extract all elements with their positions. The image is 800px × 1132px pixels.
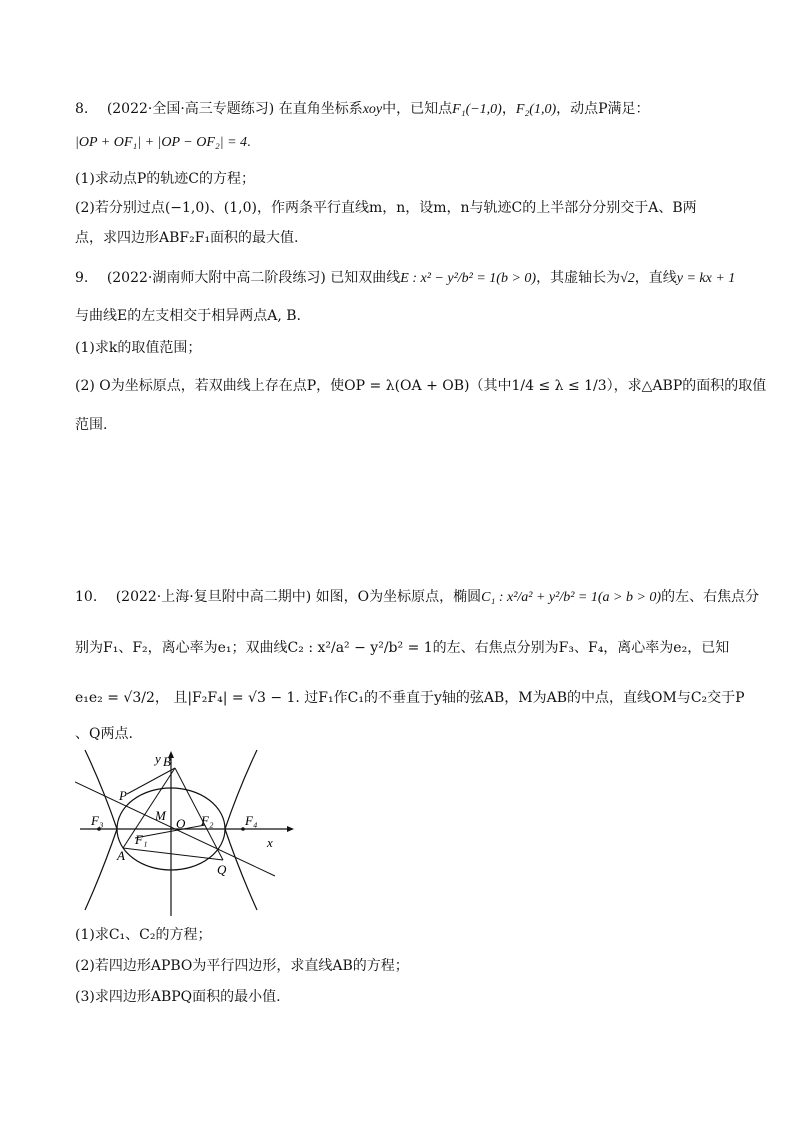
problem-number: 10. bbox=[75, 589, 98, 605]
problem-8-part-2: (2)若分别过点(−1,0)、(1,0)，作两条平行直线m，n，设m，n与轨迹C的上半部分分别交于A、B两 bbox=[75, 200, 697, 216]
problem-8-part-1: (1)求动点P的轨迹C的方程； bbox=[75, 171, 255, 187]
problem-10-line3: e₁e₂ = √3/2， 且|F₂F₄| = √3 − 1. 过F₁作C₁的不垂直于y轴的弦AB，M为AB的中点，直线OM与C₂交于P bbox=[75, 690, 745, 706]
problem-number: 9. bbox=[75, 270, 89, 286]
coord-system: xoy bbox=[362, 102, 383, 117]
ellipse-equation: C₁ : x²/a² + y²/b² = 1(a > b > 0) bbox=[481, 590, 662, 605]
point-f1: F₁(−1,0) bbox=[452, 102, 502, 117]
label-m: M bbox=[155, 808, 166, 823]
problem-10-part-1: (1)求C₁、C₂的方程； bbox=[75, 927, 212, 943]
problem-9-part-2: (2) O为坐标原点，若双曲线上存在点P，使OP = λ(OA + OB)（其中1/4 ≤ λ ≤ 1/3），求△ABP的面积的取值 bbox=[75, 378, 767, 394]
label-f2: F₂ bbox=[201, 813, 214, 828]
problem-10-stem bbox=[75, 587, 759, 608]
segment-aq bbox=[123, 848, 223, 860]
problem-source: (2022·湖南师大附中高二阶段练习) bbox=[106, 270, 326, 286]
segment-bq bbox=[175, 768, 223, 860]
stem-text: ，动点P满足： bbox=[556, 101, 650, 117]
label-f3: F₃ bbox=[91, 813, 104, 828]
problem-10-line4: 、Q两点. bbox=[75, 726, 133, 742]
problem-source: (2022·全国·高三专题练习) bbox=[106, 101, 275, 117]
problem-10-part-3: (3)求四边形ABPQ面积的最小值. bbox=[75, 989, 281, 1005]
label-x: x bbox=[267, 835, 273, 850]
label-a: A bbox=[117, 848, 125, 863]
problem-8-condition: |OP + OF₁| + |OP − OF₂| = 4. bbox=[75, 135, 251, 150]
point-f2: F₂(1,0) bbox=[515, 102, 557, 117]
problem-9-part-2-cont: 范围. bbox=[75, 417, 108, 433]
label-q: Q bbox=[217, 862, 227, 877]
segment-pb bbox=[127, 768, 175, 794]
problem-10-line2: 别为F₁、F₂，离心率为e₁；双曲线C₂ : x²/a² − y²/b² = 1的左、右焦点分别为F₃、F₄，离心率为e₂，已知 bbox=[75, 640, 730, 656]
label-p: P bbox=[119, 788, 127, 803]
problem-10-part-2: (2)若四边形APBO为平行四边形，求直线AB的方程； bbox=[75, 958, 409, 974]
line-equation: y = kx + 1 bbox=[676, 271, 736, 286]
stem-text: 在直角坐标系 bbox=[278, 101, 363, 117]
axis-length: √2 bbox=[620, 271, 635, 286]
x-axis-arrow bbox=[287, 826, 294, 832]
label-y: y bbox=[155, 751, 161, 766]
stem-text: ，其虚轴长为 bbox=[536, 270, 621, 286]
label-b: B bbox=[163, 754, 171, 769]
condition-formula: |OP + OF₁| + |OP − OF₂| = 4 bbox=[75, 135, 248, 150]
label-o: O bbox=[176, 816, 186, 831]
problem-source: (2022·上海·复旦附中高二期中) bbox=[115, 589, 312, 605]
problem-number: 8. bbox=[75, 101, 89, 117]
label-f1: F₁ bbox=[135, 832, 148, 847]
label-f4: F₄ bbox=[245, 813, 258, 828]
problem-8-stem: 8. (2022·全国·高三专题练习) 在直角坐标系xoy中，已知点F₁(−1,0)，F₂(1,0)，动点P满足： bbox=[75, 101, 650, 117]
hyperbola-equation: E : x² − y²/b² = 1(b > 0) bbox=[400, 271, 537, 286]
stem-text: ，直线 bbox=[634, 270, 677, 286]
problem-8-part-2-cont: 点，求四边形ABF₂F₁面积的最大值. bbox=[75, 230, 299, 246]
ellipse-hyperbola-figure bbox=[75, 748, 295, 920]
hyperbola-left-branch bbox=[85, 750, 117, 910]
stem-text: 的左、右焦点分 bbox=[661, 589, 760, 605]
problem-9-stem-line2: 与曲线E的左支相交于相异两点A, B. bbox=[75, 308, 301, 324]
stem-text: 如图，O为坐标原点，椭圆 bbox=[315, 589, 482, 605]
hyperbola-right-branch bbox=[225, 750, 257, 910]
stem-text: 中，已知点 bbox=[382, 101, 453, 117]
stem-text: 已知双曲线 bbox=[330, 270, 401, 286]
problem-9-stem bbox=[75, 268, 735, 289]
problem-9-part-1: (1)求k的取值范围； bbox=[75, 340, 202, 356]
